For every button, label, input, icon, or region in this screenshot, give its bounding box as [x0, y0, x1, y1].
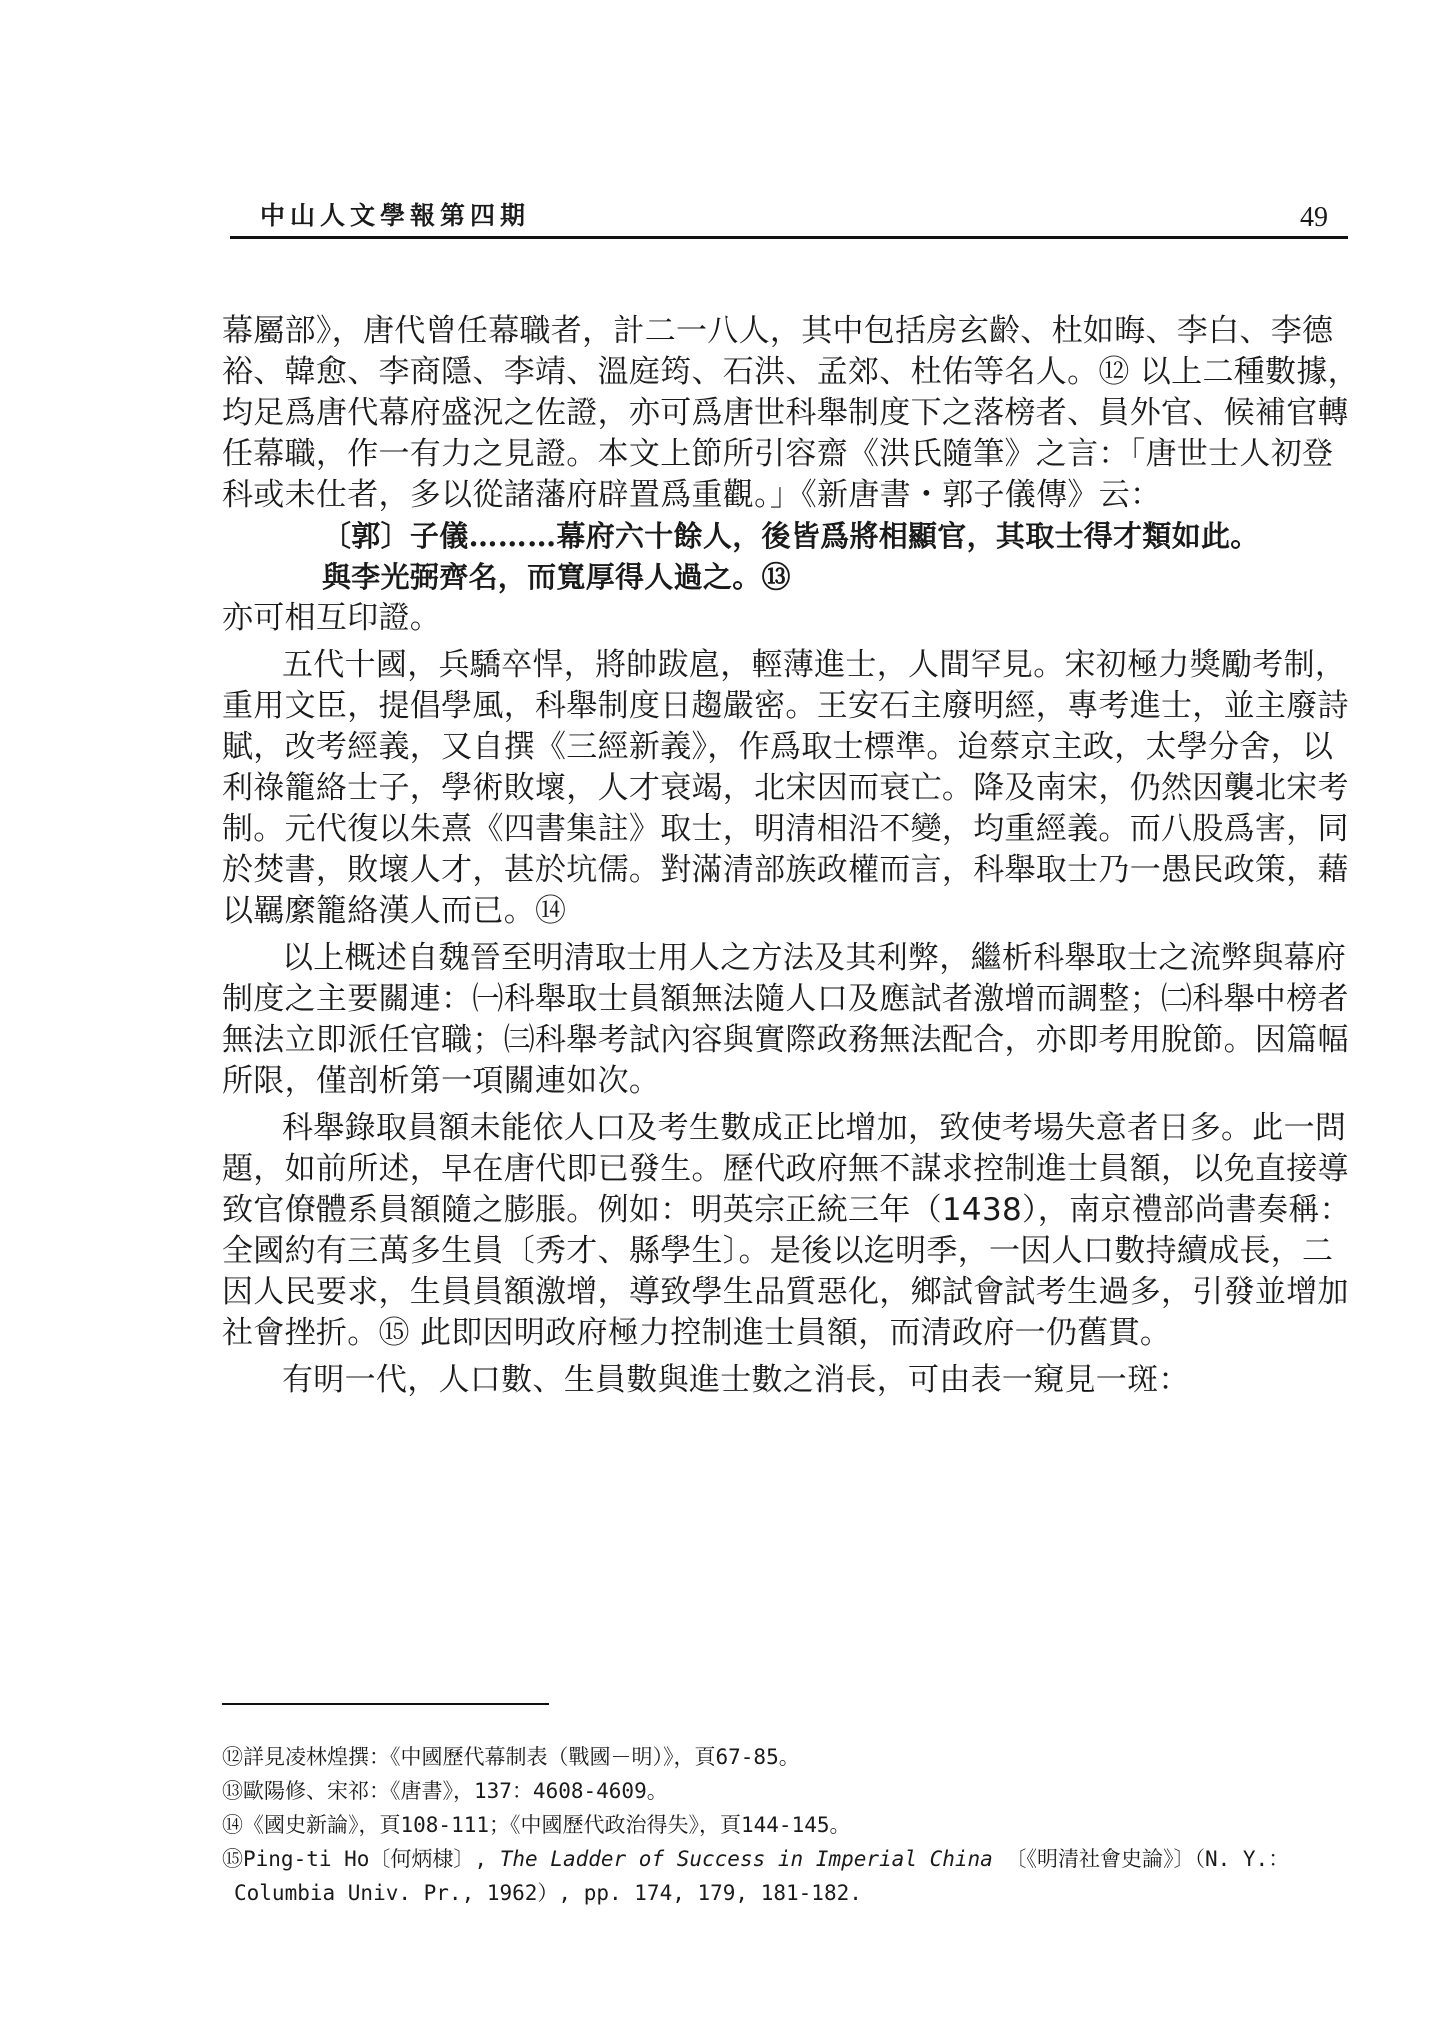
text-line: 重用文臣，提倡學風，科舉制度日趨嚴密。王安石主廢明經，專考進士，並主廢詩: [222, 688, 1349, 724]
text-line: 科舉錄取員額未能依人口及考生數成正比增加，致使考場失意者日多。此一問: [282, 1110, 1347, 1146]
text-line: 均足爲唐代幕府盛況之佐證，亦可爲唐世科舉制度下之落榜者、員外官、候補官轉: [222, 395, 1349, 431]
page-number: 49: [1300, 202, 1328, 233]
text-line: 亦可相互印證。: [222, 600, 442, 636]
text-line: 任幕職，作一有力之見證。本文上節所引容齋《洪氏隨筆》之言：「唐世士人初登: [222, 436, 1334, 472]
paragraph-3: [222, 938, 1349, 1102]
header-rule: [230, 236, 1348, 239]
footnote-85-book-title: The Ladder of Success in Imperial China: [499, 1847, 993, 1871]
text-line: 制度之主要關連：㈠科舉取士員額無法隨人口及應試者激增而調整；㈡科舉中榜者: [222, 981, 1349, 1017]
paragraph-4: [222, 1108, 1351, 1354]
text-line: 致官僚體系員額隨之膨脹。例如：明英宗正統三年（1438），南京禮部尚書奏稱：: [222, 1192, 1351, 1228]
footnote-85-translation: 〔《明清社會史論》〕（N. Y.：: [1005, 1847, 1290, 1871]
text-line: 無法立即派任官職；㈢科舉考試內容與實際政務無法配合，亦即考用脫節。因篇幅: [222, 1022, 1349, 1058]
footnote-85-continued: Columbia Univ. Pr., 1962）, pp. 174, 179, 181-182.: [234, 1881, 862, 1905]
paragraph-5: 有明一代，人口數、生員數與進士數之消長，可由表一窺見一斑：: [282, 1362, 1190, 1398]
page-header: [230, 192, 1348, 242]
text-line: 於焚書，敗壞人才，甚於坑儒。對滿清部族政權而言，科舉取士乃一愚民政策，藉: [222, 852, 1349, 888]
paragraph-2: [222, 645, 1349, 932]
text-line: 制。元代復以朱熹《四書集註》取士，明清相沿不變，均重經義。而八股爲害，同: [222, 811, 1349, 847]
footnote-82: ⑫詳見凌林煌撰：《中國歷代幕制表（戰國－明）》，頁67-85。: [222, 1745, 800, 1769]
quote-line: 與李光弼齊名，而寬厚得人過之。⑬: [322, 560, 791, 594]
quote-line: 〔郭〕子儀………幕府六十餘人，後皆爲將相顯官，其取士得才類如此。: [322, 519, 1260, 553]
text-line: 利祿籠絡士子，學術敗壞，人才衰竭，北宋因而衰亡。降及南宋，仍然因襲北宋考: [222, 770, 1349, 806]
footnote-83: ⑬歐陽修、宋祁：《唐書》，137：4608-4609。: [222, 1779, 668, 1803]
text-line: 以上概述自魏晉至明清取士用人之方法及其利弊，繼析科舉取士之流弊與幕府: [282, 940, 1347, 976]
text-line: 所限，僅剖析第一項關連如次。: [222, 1063, 661, 1099]
text-line: 科或未仕者，多以從諸藩府辟置爲重觀。」《新唐書・郭子儀傳》云：: [222, 477, 1162, 513]
footnotes: [222, 1740, 1338, 1910]
text-line: 五代十國，兵驕卒悍，將帥跋扈，輕薄進士，人間罕見。宋初極力獎勵考制，: [282, 647, 1347, 683]
footnote-84: ⑭《國史新論》，頁108-111；《中國歷代政治得失》，頁144-145。: [222, 1813, 851, 1837]
text-line: 賦，改考經義，又自撰《三經新義》，作爲取士標準。迨蔡京主政，太學分舍，以: [222, 729, 1334, 765]
text-line: 社會挫折。⑮ 此即因明政府極力控制進士員額，而清政府一仍舊貫。: [222, 1315, 1172, 1351]
block-quote: [222, 516, 1338, 598]
text-line: 因人民要求，生員員額激增，導致學生品質惡化，鄉試會試考生過多，引發並增加: [222, 1274, 1349, 1310]
footnote-85: [222, 1842, 1338, 1876]
footnote-rule: [222, 1703, 549, 1705]
footnote-85-author: ⑮Ping-ti Ho〔何炳棣〕,: [222, 1847, 488, 1871]
text-line: 全國約有三萬多生員〔秀才、縣學生〕。是後以迄明季，一因人口數持續成長，二: [222, 1233, 1334, 1269]
text-line: 裕、韓愈、李商隱、李靖、溫庭筠、石洪、孟郊、杜佑等名人。⑫ 以上二種數據，: [222, 354, 1359, 390]
paragraph-1: [222, 311, 1359, 516]
journal-title: 中山人文學報第四期: [260, 201, 531, 230]
text-line: 幕屬部》，唐代曾任幕職者，計二一八人，其中包括房玄齡、杜如晦、李白、李德: [222, 313, 1334, 349]
text-line: 題，如前所述，早在唐代即已發生。歷代政府無不謀求控制進士員額，以免直接導: [222, 1151, 1349, 1187]
text-line: 以羈縻籠絡漢人而已。⑭: [222, 893, 567, 929]
body-text: [222, 311, 1359, 1401]
